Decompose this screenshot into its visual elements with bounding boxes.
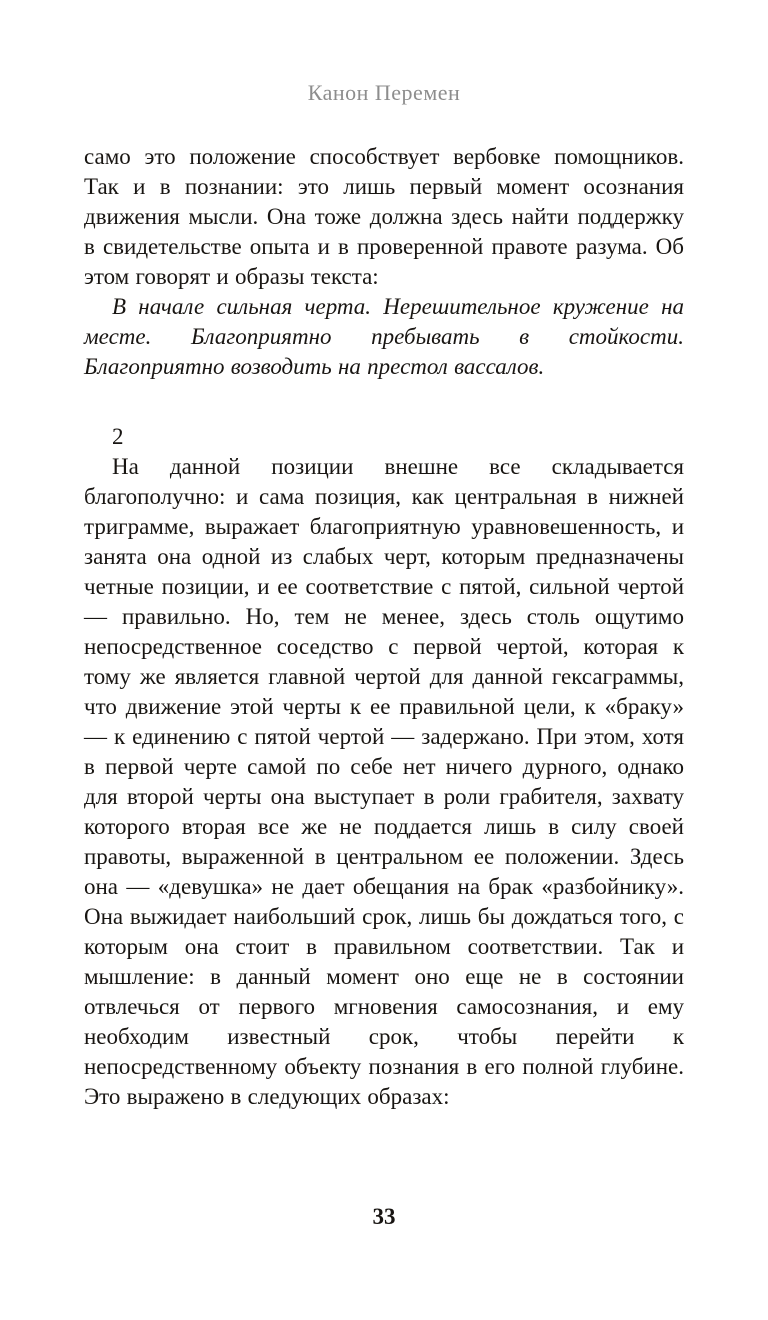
page-content (84, 142, 684, 1112)
book-page (0, 80, 768, 1320)
paragraph-continuation: само это положение способствует вербовке помощников. Так и в познании: это лишь первый момент осознания движения мысли. Она тоже должна здесь найти поддержку в свидетельстве опыта и в проверенной правоте разума. Об этом говорят и образы текста: (84, 144, 684, 289)
section-number: 2 (112, 424, 124, 449)
page-number: 33 (372, 1204, 396, 1229)
running-header-title: Канон Перемен (307, 80, 461, 105)
paragraph-quote-italic: В начале сильная черта. Нерешительное кружение на месте. Благоприятно пребывать в стойкости. Благоприятно возводить на престол вассалов. (84, 294, 684, 379)
paragraph-commentary: На данной позиции внешне все складывается благополучно: и сама позиция, как центральная в нижней триграмме, выражает благоприятную уравновешенность, и занята она одной из слабых черт, которым предназначены четные позиции, и ее соответствие с пятой, сильной чертой — правильно. Но, тем не менее, здесь столь ощутимо непосредственное соседство с первой чертой, которая к тому же является главной чертой для данной гексаграммы, что движение этой черты к ее правильной цели, к «браку» — к единению с пятой чертой — задержано. При этом, хотя в первой черте самой по себе нет ничего дурного, однако для второй черты она выступает в роли грабителя, захвату которого вторая все же не поддается лишь в силу своей правоты, выраженной в центральном ее положении. Здесь она — «девушка» не дает обещания на брак «разбойнику». Она выжидает наибольший срок, лишь бы дождаться того, с которым она стоит в правильном соответствии. Так и мышление: в данный момент оно еще не в состоянии отвлечься от первого мгновения самосознания, и ему необходим известный срок, чтобы перейти к непосредственному объекту познания в его полной глубине. Это выражено в следующих образах: (84, 454, 684, 1109)
